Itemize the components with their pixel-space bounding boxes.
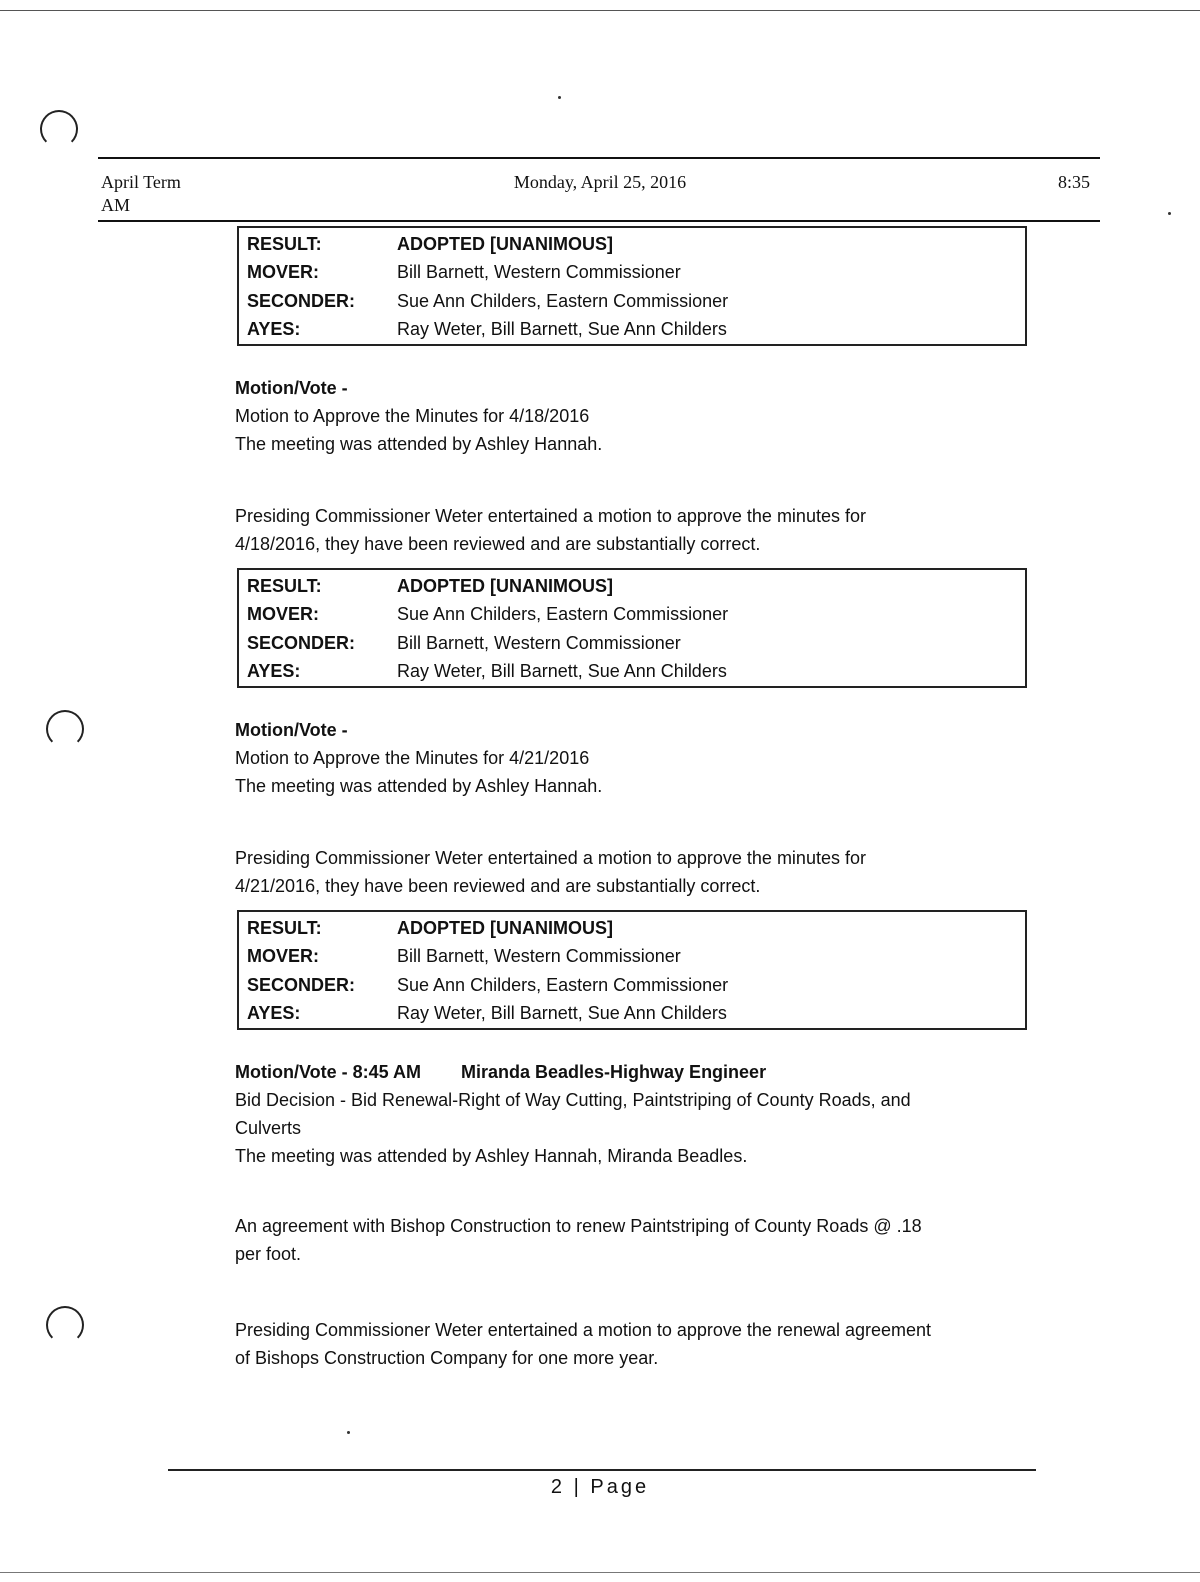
paragraph-line: Presiding Commissioner Weter entertained a motion to approve the renewal agreement [235,1320,932,1340]
punch-hole-icon [40,110,78,148]
attendance-line: The meeting was attended by Ashley Hannah, Miranda Beadles. [235,1146,748,1166]
seconder-value: Sue Ann Childers, Eastern Commissioner [397,290,729,311]
ayes-value: Ray Weter, Bill Barnett, Sue Ann Childers [397,661,727,682]
vote-result-box [237,226,1027,346]
bid-heading-presenter: Miranda Beadles-Highway Engineer [461,1062,767,1082]
mover-value: Bill Barnett, Western Commissioner [397,946,681,967]
header-time: 8:35 [1058,172,1091,192]
paragraph-line: 4/18/2016, they have been reviewed and are substantially correct. [235,534,761,554]
vote-row-ayes [239,316,1025,345]
paragraph-line: Presiding Commissioner Weter entertained a motion to approve the minutes for [235,848,866,868]
motion-paragraph [235,502,1035,558]
vote-row-result [239,572,1025,601]
result-label: RESULT: [247,917,322,938]
result-value: ADOPTED [UNANIMOUS] [397,233,613,254]
vote-result-box [237,910,1027,1030]
paragraph-line: Presiding Commissioner Weter entertained a motion to approve the minutes for [235,506,866,526]
motion-heading: Motion/Vote - [235,378,348,398]
motion-section [235,716,1035,800]
vote-result-box [237,568,1027,688]
mover-value: Sue Ann Childers, Eastern Commissioner [397,604,729,625]
agreement-paragraph [235,1212,1035,1268]
seconder-value: Sue Ann Childers, Eastern Commissioner [397,974,729,995]
vote-row-mover [239,943,1025,972]
scan-speck [347,1431,350,1434]
vote-row-seconder [239,971,1025,1000]
ayes-label: AYES: [247,1003,301,1024]
attendance-line: The meeting was attended by Ashley Hannah. [235,776,603,796]
vote-row-result [239,230,1025,259]
paragraph-line: An agreement with Bishop Construction to renew Paintstriping of County Roads @ .18 [235,1216,922,1236]
seconder-label: SECONDER: [247,632,356,653]
punch-hole-icon [46,1306,84,1344]
result-value: ADOPTED [UNANIMOUS] [397,575,613,596]
ayes-value: Ray Weter, Bill Barnett, Sue Ann Childers [397,1003,727,1024]
scan-speck [1168,212,1171,215]
bid-heading-left: Motion/Vote - 8:45 AM [235,1062,421,1082]
bid-decision-line: Bid Decision - Bid Renewal-Right of Way Cutting, Paintstriping of County Roads, and [235,1090,911,1110]
motion-paragraph [235,844,1035,900]
vote-row-ayes [239,658,1025,687]
page-label: | Page [573,1476,650,1498]
vote-row-result [239,914,1025,943]
bid-decision-line: Culverts [235,1118,302,1138]
result-label: RESULT: [247,233,322,254]
result-label: RESULT: [247,575,322,596]
motion-heading: Motion/Vote - [235,720,348,740]
seconder-label: SECONDER: [247,290,356,311]
seconder-value: Bill Barnett, Western Commissioner [397,632,681,653]
header-bottom-rule [98,220,1100,222]
motion-title: Motion to Approve the Minutes for 4/21/2016 [235,748,590,768]
attendance-line: The meeting was attended by Ashley Hannah. [235,434,603,454]
header-term: April Term [101,172,181,192]
punch-hole-icon [46,710,84,748]
scan-edge-top [0,10,1200,11]
vote-row-mover [239,601,1025,630]
header-am: AM [101,195,131,215]
vote-row-ayes [239,1000,1025,1029]
bid-heading [235,1058,1035,1086]
mover-label: MOVER: [247,604,319,625]
footer-rule [168,1469,1036,1471]
seconder-label: SECONDER: [247,974,356,995]
vote-row-mover [239,259,1025,288]
vote-row-seconder [239,629,1025,658]
mover-value: Bill Barnett, Western Commissioner [397,262,681,283]
scan-speck [558,96,561,99]
motion-section [235,374,1035,458]
mover-label: MOVER: [247,262,319,283]
header-date: Monday, April 25, 2016 [513,172,687,192]
ayes-label: AYES: [247,661,301,682]
paragraph-line: 4/21/2016, they have been reviewed and are substantially correct. [235,876,761,896]
result-value: ADOPTED [UNANIMOUS] [397,917,613,938]
vote-row-seconder [239,287,1025,316]
ayes-label: AYES: [247,319,301,340]
header-top-rule [98,157,1100,159]
motion-title: Motion to Approve the Minutes for 4/18/2016 [235,406,590,426]
scan-edge-bottom [0,1572,1200,1573]
paragraph-line: per foot. [235,1244,302,1264]
ayes-value: Ray Weter, Bill Barnett, Sue Ann Childers [397,319,727,340]
page-footer [0,1476,1200,1499]
bid-section [235,1058,1035,1170]
mover-label: MOVER: [247,946,319,967]
paragraph-line: of Bishops Construction Company for one more year. [235,1348,659,1368]
page-number: 2 [550,1476,566,1498]
final-motion-paragraph [235,1316,1035,1372]
